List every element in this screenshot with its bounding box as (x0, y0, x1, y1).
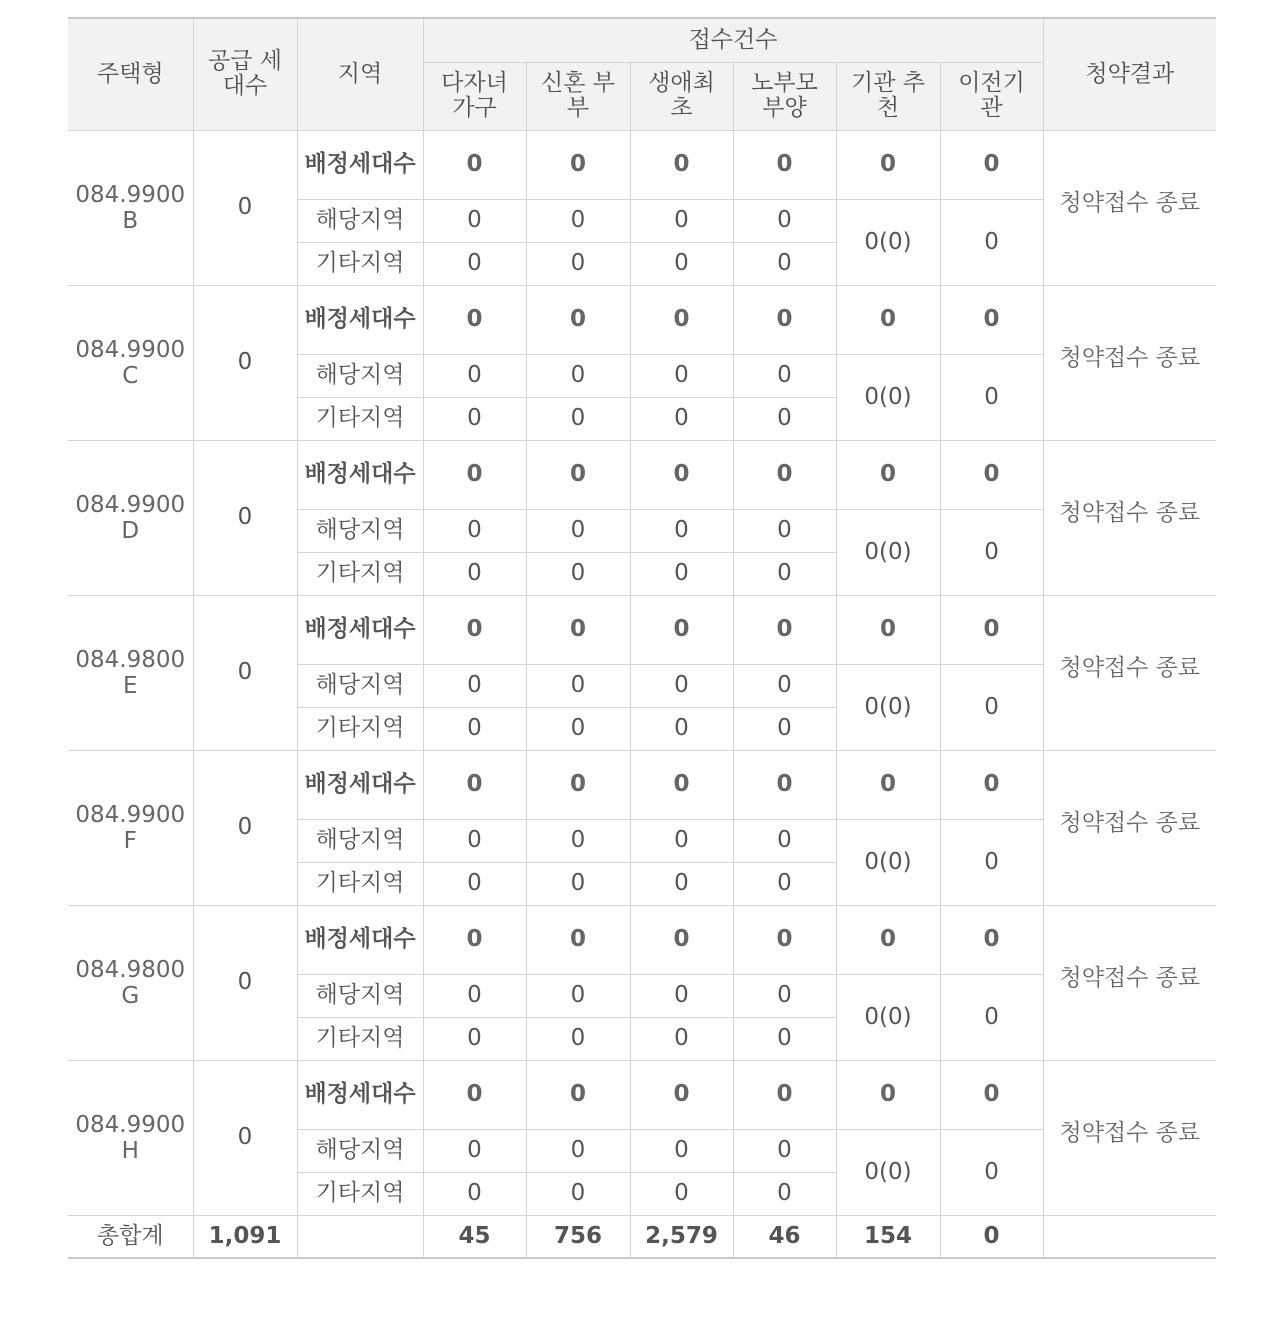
other-count-cell: 0 (630, 862, 733, 905)
alloc-count-cell: 0 (423, 905, 526, 974)
other-count-cell: 0 (733, 552, 836, 595)
institution-count-cell: 0(0) (836, 664, 940, 750)
local-count-cell: 0 (423, 664, 526, 707)
alloc-count-cell: 0 (836, 285, 940, 354)
other-count-cell: 0 (423, 552, 526, 595)
other-count-cell: 0 (423, 242, 526, 285)
result-cell: 청약접수 종료 (1043, 440, 1216, 595)
local-count-cell: 0 (733, 819, 836, 862)
region-label-local: 해당지역 (297, 509, 423, 552)
other-count-cell: 0 (630, 397, 733, 440)
header-region: 지역 (297, 18, 423, 130)
local-count-cell: 0 (526, 354, 630, 397)
alloc-count-cell: 0 (630, 595, 733, 664)
housing-type-cell: 084.9900 B (68, 130, 193, 285)
local-count-cell: 0 (423, 199, 526, 242)
local-count-cell: 0 (526, 974, 630, 1017)
subscription-results-table (68, 17, 1216, 1259)
alloc-count-cell: 0 (423, 595, 526, 664)
alloc-count-cell: 0 (733, 750, 836, 819)
alloc-count-cell: 0 (733, 595, 836, 664)
alloc-count-cell: 0 (526, 130, 630, 199)
table-body (68, 130, 1216, 1258)
region-label-local: 해당지역 (297, 664, 423, 707)
local-count-cell: 0 (630, 819, 733, 862)
region-label-alloc: 배정세대수 (297, 440, 423, 509)
region-label-other: 기타지역 (297, 397, 423, 440)
alloc-count-cell: 0 (630, 440, 733, 509)
supply-units-cell: 0 (193, 750, 297, 905)
alloc-count-cell: 0 (630, 285, 733, 354)
alloc-count-cell: 0 (733, 285, 836, 354)
institution-count-cell: 0(0) (836, 1129, 940, 1215)
region-label-local: 해당지역 (297, 199, 423, 242)
supply-units-cell: 0 (193, 905, 297, 1060)
transfer-count-cell: 0 (940, 354, 1043, 440)
local-count-cell: 0 (733, 974, 836, 1017)
table-row (68, 440, 1216, 509)
table-row (68, 130, 1216, 199)
region-label-alloc: 배정세대수 (297, 1060, 423, 1129)
region-label-local: 해당지역 (297, 1129, 423, 1172)
supply-units-cell: 0 (193, 440, 297, 595)
total-row (68, 1215, 1216, 1258)
other-count-cell: 0 (733, 1172, 836, 1215)
institution-count-cell: 0(0) (836, 819, 940, 905)
local-count-cell: 0 (526, 509, 630, 552)
region-label-alloc: 배정세대수 (297, 750, 423, 819)
local-count-cell: 0 (526, 664, 630, 707)
local-count-cell: 0 (423, 509, 526, 552)
region-label-other: 기타지역 (297, 1172, 423, 1215)
other-count-cell: 0 (733, 707, 836, 750)
alloc-count-cell: 0 (526, 595, 630, 664)
other-count-cell: 0 (630, 1017, 733, 1060)
alloc-count-cell: 0 (526, 905, 630, 974)
header-supply-units: 공급 세대수 (193, 18, 297, 130)
housing-type-cell: 084.9900 F (68, 750, 193, 905)
alloc-count-cell: 0 (423, 750, 526, 819)
alloc-count-cell: 0 (940, 1060, 1043, 1129)
alloc-count-cell: 0 (630, 130, 733, 199)
region-label-alloc: 배정세대수 (297, 285, 423, 354)
alloc-count-cell: 0 (836, 440, 940, 509)
alloc-count-cell: 0 (940, 595, 1043, 664)
result-cell: 청약접수 종료 (1043, 750, 1216, 905)
other-count-cell: 0 (630, 242, 733, 285)
header-multi-child: 다자녀 가구 (423, 62, 526, 130)
local-count-cell: 0 (423, 1129, 526, 1172)
other-count-cell: 0 (526, 707, 630, 750)
other-count-cell: 0 (526, 1017, 630, 1060)
alloc-count-cell: 0 (733, 905, 836, 974)
total-count-cell: 45 (423, 1215, 526, 1258)
housing-type-cell: 084.9800 G (68, 905, 193, 1060)
table-row (68, 750, 1216, 819)
table-row (68, 595, 1216, 664)
alloc-count-cell: 0 (836, 130, 940, 199)
other-count-cell: 0 (423, 1172, 526, 1215)
header-housing-type: 주택형 (68, 18, 193, 130)
alloc-count-cell: 0 (836, 595, 940, 664)
institution-count-cell: 0(0) (836, 354, 940, 440)
housing-type-cell: 084.9900 C (68, 285, 193, 440)
alloc-count-cell: 0 (630, 905, 733, 974)
alloc-count-cell: 0 (423, 285, 526, 354)
header-newlywed: 신혼 부부 (526, 62, 630, 130)
other-count-cell: 0 (733, 242, 836, 285)
result-cell: 청약접수 종료 (1043, 285, 1216, 440)
alloc-count-cell: 0 (940, 130, 1043, 199)
local-count-cell: 0 (733, 664, 836, 707)
institution-count-cell: 0(0) (836, 974, 940, 1060)
housing-type-cell: 084.9900 D (68, 440, 193, 595)
region-label-other: 기타지역 (297, 707, 423, 750)
total-count-cell: 154 (836, 1215, 940, 1258)
alloc-count-cell: 0 (940, 905, 1043, 974)
alloc-count-cell: 0 (940, 750, 1043, 819)
alloc-count-cell: 0 (630, 750, 733, 819)
total-count-cell: 46 (733, 1215, 836, 1258)
region-label-other: 기타지역 (297, 242, 423, 285)
result-cell: 청약접수 종료 (1043, 595, 1216, 750)
other-count-cell: 0 (423, 1017, 526, 1060)
total-count-cell: 2,579 (630, 1215, 733, 1258)
other-count-cell: 0 (630, 707, 733, 750)
subscription-table-container (68, 17, 1216, 1259)
alloc-count-cell: 0 (836, 905, 940, 974)
local-count-cell: 0 (733, 509, 836, 552)
alloc-count-cell: 0 (733, 440, 836, 509)
local-count-cell: 0 (630, 974, 733, 1017)
other-count-cell: 0 (423, 707, 526, 750)
other-count-cell: 0 (526, 862, 630, 905)
transfer-count-cell: 0 (940, 664, 1043, 750)
local-count-cell: 0 (733, 354, 836, 397)
region-label-alloc: 배정세대수 (297, 905, 423, 974)
supply-units-cell: 0 (193, 1060, 297, 1215)
result-cell: 청약접수 종료 (1043, 1060, 1216, 1215)
other-count-cell: 0 (630, 552, 733, 595)
other-count-cell: 0 (630, 1172, 733, 1215)
transfer-count-cell: 0 (940, 974, 1043, 1060)
other-count-cell: 0 (423, 397, 526, 440)
other-count-cell: 0 (733, 862, 836, 905)
local-count-cell: 0 (630, 664, 733, 707)
local-count-cell: 0 (423, 819, 526, 862)
transfer-count-cell: 0 (940, 819, 1043, 905)
alloc-count-cell: 0 (733, 1060, 836, 1129)
supply-units-cell: 0 (193, 285, 297, 440)
local-count-cell: 0 (526, 819, 630, 862)
region-label-other: 기타지역 (297, 552, 423, 595)
transfer-count-cell: 0 (940, 1129, 1043, 1215)
other-count-cell: 0 (526, 242, 630, 285)
table-row (68, 1060, 1216, 1129)
other-count-cell: 0 (526, 1172, 630, 1215)
local-count-cell: 0 (630, 354, 733, 397)
total-count-cell: 0 (940, 1215, 1043, 1258)
region-label-other: 기타지역 (297, 862, 423, 905)
alloc-count-cell: 0 (526, 285, 630, 354)
alloc-count-cell: 0 (630, 1060, 733, 1129)
alloc-count-cell: 0 (526, 750, 630, 819)
alloc-count-cell: 0 (940, 440, 1043, 509)
header-transfer-institution: 이전기 관 (940, 62, 1043, 130)
header-first-time: 생애최 초 (630, 62, 733, 130)
transfer-count-cell: 0 (940, 199, 1043, 285)
transfer-count-cell: 0 (940, 509, 1043, 595)
institution-count-cell: 0(0) (836, 199, 940, 285)
local-count-cell: 0 (526, 199, 630, 242)
alloc-count-cell: 0 (526, 440, 630, 509)
total-result (1043, 1215, 1216, 1258)
region-label-local: 해당지역 (297, 354, 423, 397)
total-label: 총합계 (68, 1215, 193, 1258)
other-count-cell: 0 (526, 552, 630, 595)
local-count-cell: 0 (526, 1129, 630, 1172)
total-supply: 1,091 (193, 1215, 297, 1258)
supply-units-cell: 0 (193, 595, 297, 750)
alloc-count-cell: 0 (836, 750, 940, 819)
local-count-cell: 0 (630, 199, 733, 242)
housing-type-cell: 084.9900 H (68, 1060, 193, 1215)
table-row (68, 905, 1216, 974)
region-label-alloc: 배정세대수 (297, 595, 423, 664)
other-count-cell: 0 (423, 862, 526, 905)
local-count-cell: 0 (630, 509, 733, 552)
header-institution: 기관 추천 (836, 62, 940, 130)
local-count-cell: 0 (423, 974, 526, 1017)
region-label-alloc: 배정세대수 (297, 130, 423, 199)
alloc-count-cell: 0 (423, 440, 526, 509)
result-cell: 청약접수 종료 (1043, 905, 1216, 1060)
other-count-cell: 0 (526, 397, 630, 440)
local-count-cell: 0 (733, 199, 836, 242)
region-label-local: 해당지역 (297, 974, 423, 1017)
local-count-cell: 0 (423, 354, 526, 397)
alloc-count-cell: 0 (423, 1060, 526, 1129)
header-result: 청약결과 (1043, 18, 1216, 130)
alloc-count-cell: 0 (423, 130, 526, 199)
alloc-count-cell: 0 (940, 285, 1043, 354)
region-label-local: 해당지역 (297, 819, 423, 862)
header-received-count: 접수건수 (423, 18, 1043, 62)
result-cell: 청약접수 종료 (1043, 130, 1216, 285)
local-count-cell: 0 (733, 1129, 836, 1172)
header-elderly-parent: 노부모 부양 (733, 62, 836, 130)
other-count-cell: 0 (733, 397, 836, 440)
other-count-cell: 0 (733, 1017, 836, 1060)
institution-count-cell: 0(0) (836, 509, 940, 595)
local-count-cell: 0 (630, 1129, 733, 1172)
alloc-count-cell: 0 (733, 130, 836, 199)
housing-type-cell: 084.9800 E (68, 595, 193, 750)
total-count-cell: 756 (526, 1215, 630, 1258)
alloc-count-cell: 0 (526, 1060, 630, 1129)
region-label-other: 기타지역 (297, 1017, 423, 1060)
table-row (68, 285, 1216, 354)
alloc-count-cell: 0 (836, 1060, 940, 1129)
total-region (297, 1215, 423, 1258)
supply-units-cell: 0 (193, 130, 297, 285)
